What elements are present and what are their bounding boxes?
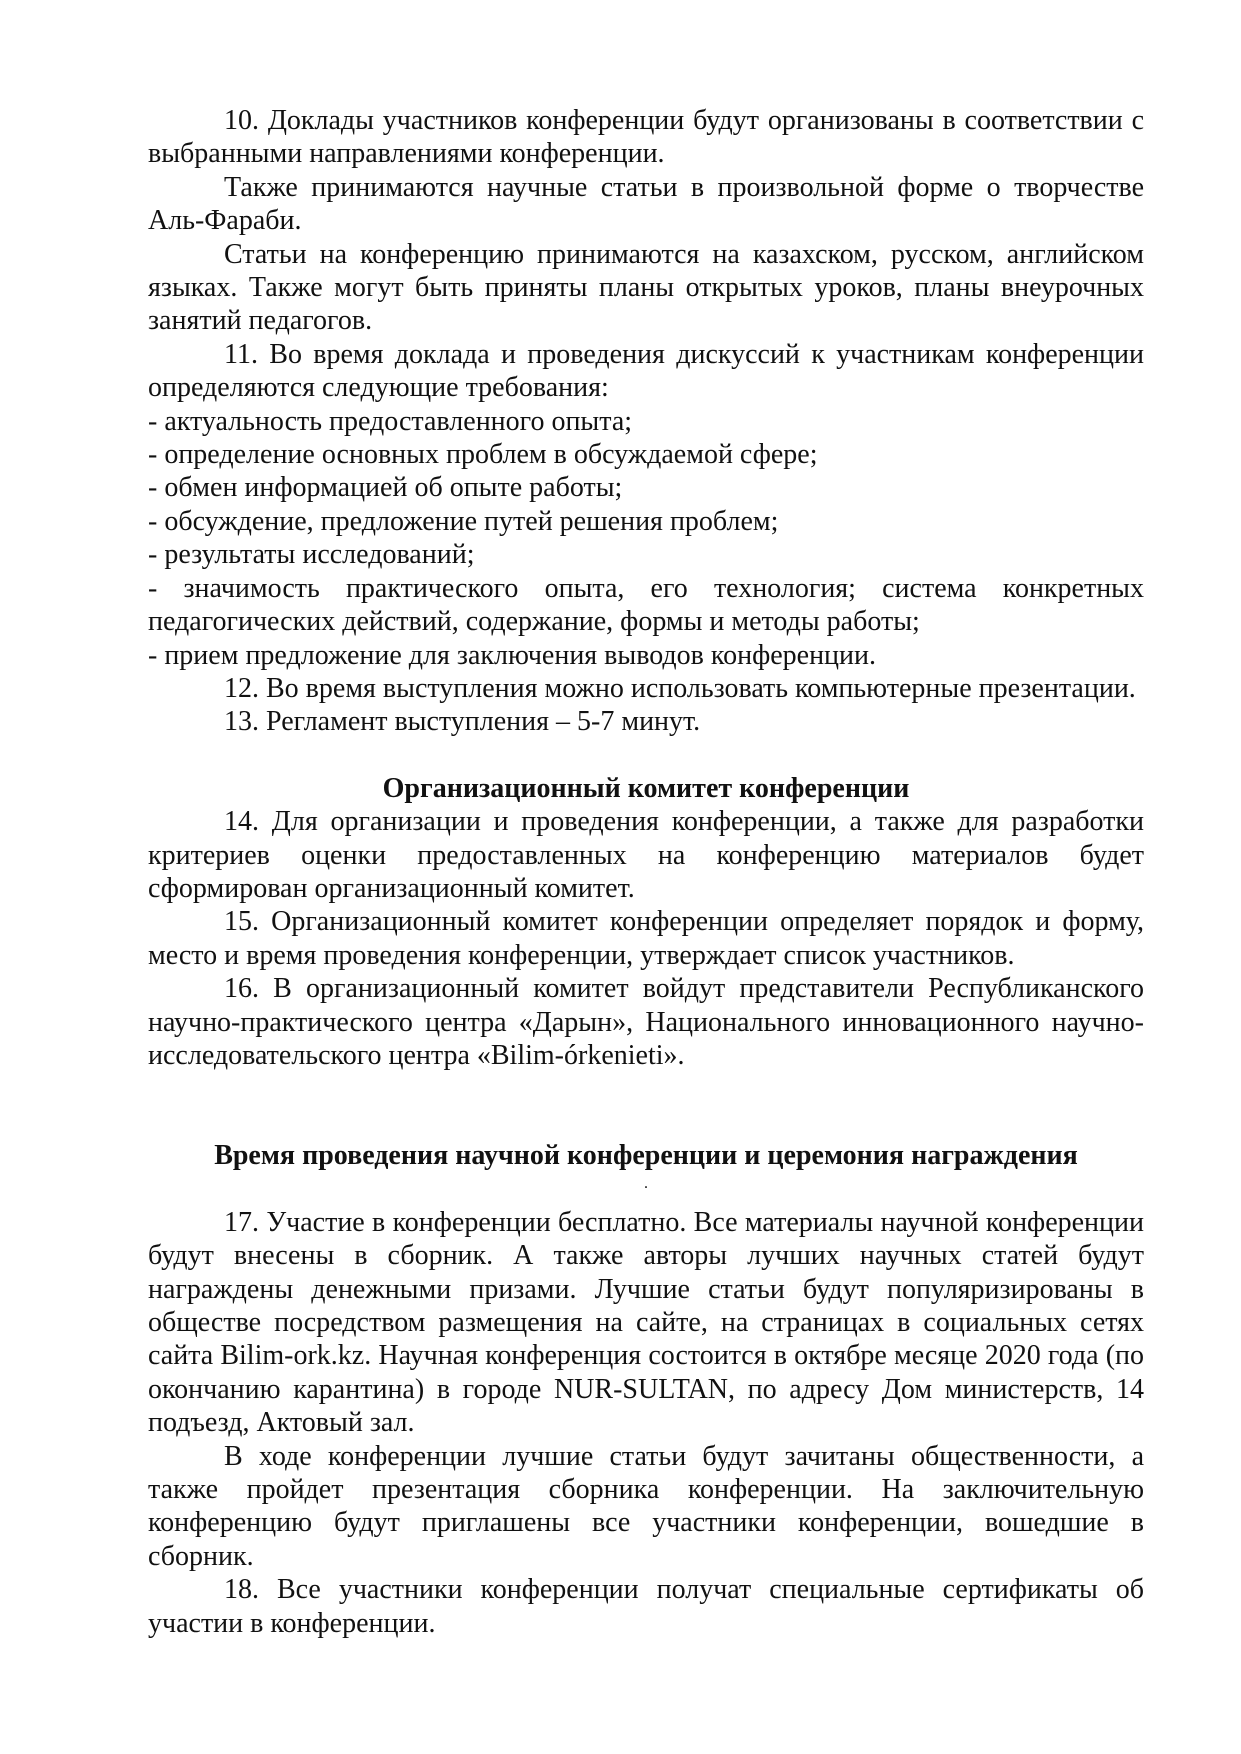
- document-page: [148, 104, 1144, 1640]
- requirement-item: - актуальность предоставленного опыта;: [148, 405, 633, 437]
- requirement-item: - обмен информацией об опыте работы;: [148, 472, 623, 504]
- paragraph-17: 17. Участие в конференции бесплатно. Все материалы научной конференции будут внесены в сборник. А также авторы лучших научных статей будут награждены денежными призами. Лучшие статьи будут популяризированы в обществе посредством размещения на сайте, на страницах в социальных сетях сайта Bilim-ork.kz. Научная конференция состоится в октябре месяце 2020 года (по окончанию карантина) в городе NUR-SULTAN, по адресу Дом министерств, 14 подъезд, Актовый зал.: [148, 1206, 1144, 1439]
- paragraph-10-note-languages: Статьи на конференцию принимаются на казахском, русском, английском языках. Также могут быть приняты планы открытых уроков, планы внеурочных занятий педагогов.: [148, 238, 1144, 337]
- requirement-item: - определение основных проблем в обсуждаемой сфере;: [148, 439, 818, 471]
- requirement-item: - обсуждение, предложение путей решения проблем;: [148, 505, 779, 537]
- section-heading-time: Время проведения научной конференции и церемония награждения: [214, 1140, 1078, 1172]
- paragraph-10-note-al-farabi: Также принимаются научные статьи в произвольной форме о творчестве Аль-Фараби.: [148, 171, 1144, 237]
- paragraph-11: 11. Во время доклада и проведения дискуссий к участникам конференции определяются следующие требования:: [148, 338, 1144, 404]
- paragraph-13: 13. Регламент выступления – 5-7 минут.: [224, 706, 701, 738]
- requirement-item: - результаты исследований;: [148, 539, 475, 571]
- requirement-item: - значимость практического опыта, его технология; система конкретных педагогических действий, содержание, формы и методы работы;: [148, 572, 1144, 638]
- paragraph-10: 10. Доклады участников конференции будут организованы в соответствии с выбранными направлениями конференции.: [148, 105, 1144, 170]
- paragraph-14: 14. Для организации и проведения конференции, а также для разработки критериев оценки предоставленных на конференцию материалов будет сформирован организационный комитет.: [148, 806, 1144, 904]
- paragraph-17-note: В ходе конференции лучшие статьи будут зачитаны общественности, а также пройдет презентация сборника конференции. На заключительную конференцию будут приглашены все участники конференции, вошедшие в сборник.: [148, 1440, 1144, 1572]
- paragraph-12: 12. Во время выступления можно использовать компьютерные презентации.: [224, 672, 1136, 704]
- requirement-item: - прием предложение для заключения выводов конференции.: [148, 639, 876, 671]
- paragraph-16: 16. В организационный комитет войдут представители Республиканского научно-практического центра «Дарын», Национального инновационного научно-исследовательского центра «Bilim-órkenieti».: [148, 973, 1144, 1071]
- section-heading-committee: Организационный комитет конференции: [382, 772, 910, 804]
- spacer: [148, 1072, 1144, 1139]
- spacer: [148, 739, 1144, 772]
- paragraph-15: 15. Организационный комитет конференции определяет порядок и форму, место и время проведения конференции, утверждает список участников.: [148, 906, 1144, 971]
- stray-dot: .: [644, 1174, 648, 1192]
- paragraph-18: 18. Все участники конференции получат специальные сертификаты об участии в конференции.: [148, 1574, 1144, 1639]
